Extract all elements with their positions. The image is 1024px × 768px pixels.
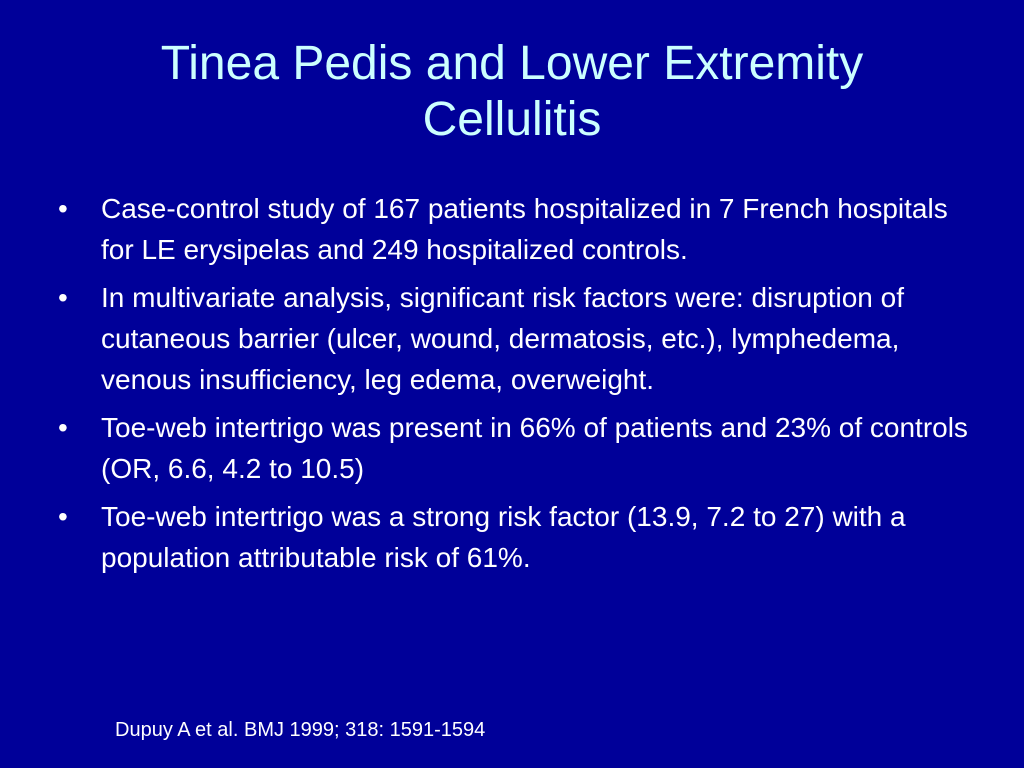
- slide-title-line-2: Cellulitis: [422, 93, 602, 146]
- bullet-text: Toe-web intertrigo was present in 66% of patients and 23% of controls (OR, 6.6, 4.2 to 10.5): [101, 412, 968, 484]
- bullet-item: [56, 188, 976, 270]
- bullet-text: In multivariate analysis, significant risk factors were: disruption of cutaneous barrier (ulcer, wound, dermatosis, etc.), lymphedema, venous insufficiency, leg edema, overweight.: [101, 282, 904, 395]
- bullet-marker: •: [58, 282, 68, 313]
- citation: Dupuy A et al. BMJ 1999; 318: 1591-1594: [115, 719, 486, 741]
- bullet-marker: •: [58, 193, 68, 224]
- slide-title: [40, 36, 984, 148]
- bullet-item: [56, 496, 976, 578]
- bullet-item: [56, 277, 976, 400]
- bullet-list: [56, 188, 976, 585]
- bullet-item: [56, 407, 976, 489]
- bullet-text: Toe-web intertrigo was a strong risk factor (13.9, 7.2 to 27) with a population attributable risk of 61%.: [101, 501, 906, 573]
- bullet-marker: •: [58, 412, 68, 443]
- slide-title-line-1: Tinea Pedis and Lower Extremity: [160, 37, 864, 90]
- bullet-marker: •: [58, 501, 68, 532]
- bullet-text: Case-control study of 167 patients hospitalized in 7 French hospitals for LE erysipelas and 249 hospitalized controls.: [101, 193, 948, 265]
